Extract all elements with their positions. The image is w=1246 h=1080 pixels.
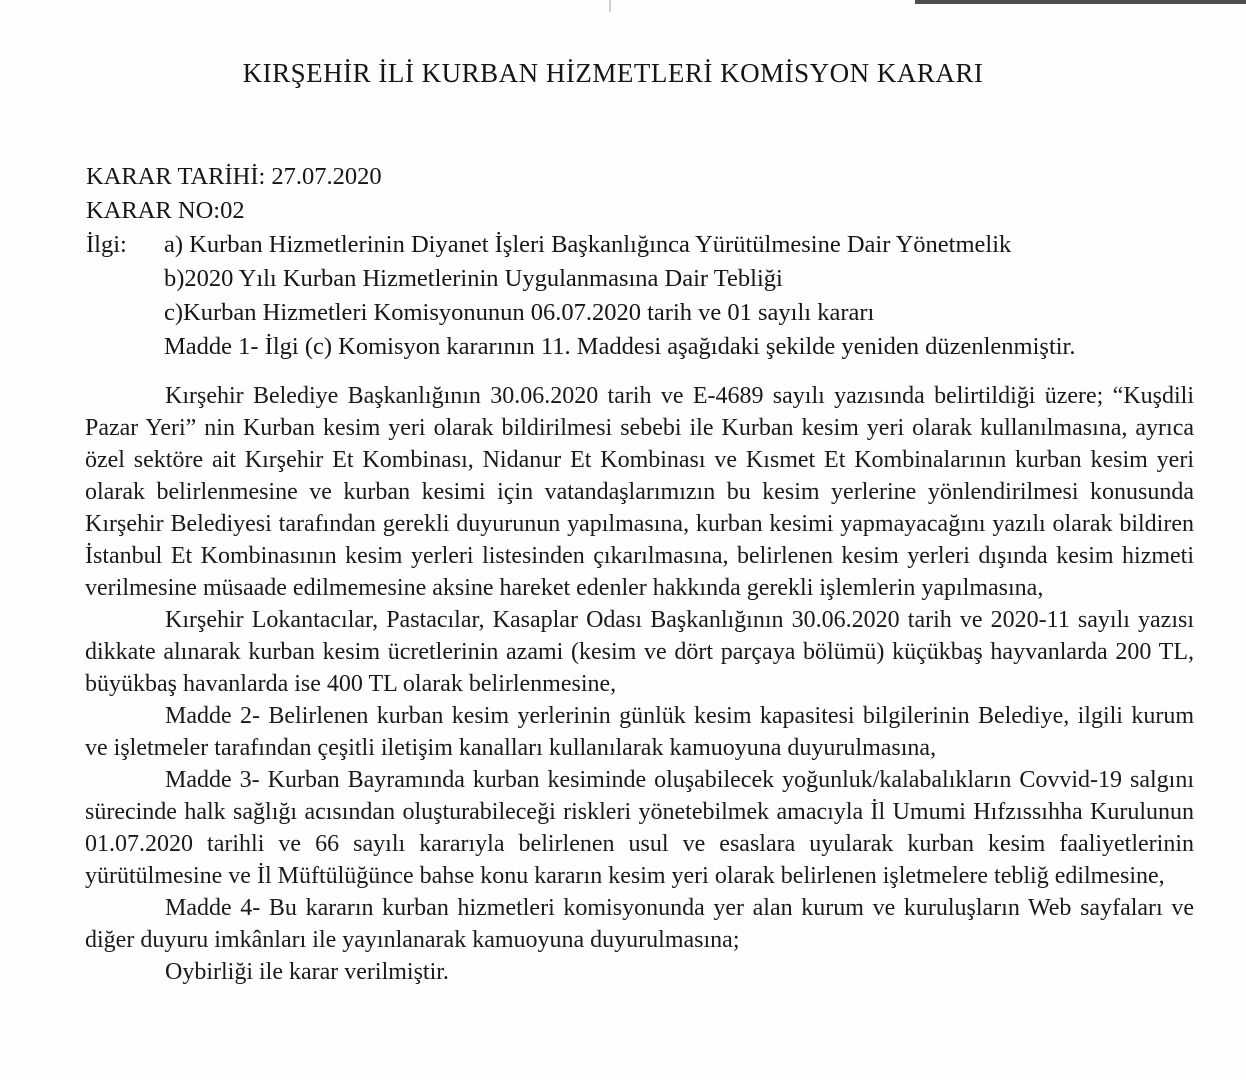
decision-date-line: KARAR TARİHİ: 27.07.2020	[86, 163, 382, 190]
body-paragraph-unanimity: Oybirliği ile karar verilmiştir.	[165, 959, 449, 985]
body-paragraph-article-3: Madde 3- Kurban Bayramında kurban kesiminde oluşabilecek yoğunluk/kalabalıkların Covvid-19 salgını sürecinde halk sağlığı acısından oluşturabileceği riskleri yönetebilmek amacıyla İl Umumi Hıfzıssıhha Kurulunun 01.07.2020 tarihli ve 66 sayılı kararıyla belirlenen usul ve esaslara uyularak kurban kesim faaliyetlerinin yürütülmesine ve İl Müftülüğünce bahse konu kararın kesim yeri olarak belirlenen işletmelere tebliğ edilmesine,	[85, 767, 1194, 889]
scan-artifact-top-center	[609, 0, 611, 12]
reference-row-a	[86, 228, 1194, 262]
body-paragraph-article-4: Madde 4- Bu kararın kurban hizmetleri komisyonunda yer alan kurum ve kuruluşların Web sayfaları ve diğer duyuru imkânları ile yayınlanarak kamuoyuna duyurulmasına;	[85, 895, 1194, 953]
reference-row-b	[86, 262, 1194, 296]
body-paragraph-article-2: Madde 2- Belirlenen kurban kesim yerlerinin günlük kesim kapasitesi bilgilerinin Belediye, ilgili kurum ve işletmeler tarafından çeşitli iletişim kanalları kullanılarak kamuoyuna duyurulmasına,	[85, 703, 1194, 761]
reference-item-c: c)Kurban Hizmetleri Komisyonunun 06.07.2020 tarih ve 01 sayılı kararı	[164, 299, 875, 326]
reference-item-b: b)2020 Yılı Kurban Hizmetlerinin Uygulanmasına Dair Tebliği	[164, 265, 783, 292]
document-title: KIRŞEHİR İLİ KURBAN HİZMETLERİ KOMİSYON KARARI	[242, 58, 984, 88]
body-paragraph-decision-1: Kırşehir Belediye Başkanlığının 30.06.2020 tarih ve E-4689 sayılı yazısında belirtildiği üzere; “Kuşdili Pazar Yeri” nin Kurban kesim yeri olarak bildirilmesi sebebi ile Kurban kesim yeri olarak kullanılmasına, ayrıca özel sektöre ait Kırşehir Et Kombinası, Nidanur Et Kombinası ve Kısmet Et Kombinalarının kurban kesim yeri olarak belirlenmesine ve kurban kesimi için vatandaşlarımızın bu kesim yerlerine yönlendirilmesi konusunda Kırşehir Belediyesi tarafından gerekli duyurunun yapılmasına, kurban kesimi yapmayacağını yazılı olarak bildiren İstanbul Et Kombinasının kesim yerleri listesinden çıkarılmasına, belirlenen kesim yerleri dışında kesim hizmeti verilmesine müsaade edilmemesine aksine hareket edenler hakkında gerekli işlemlerin yapılmasına,	[85, 383, 1194, 601]
scan-artifact-top-right	[915, 0, 1246, 4]
header-block	[86, 160, 1194, 364]
reference-label: İlgi:	[86, 231, 127, 258]
reference-row-c	[86, 296, 1194, 330]
article-1-line: Madde 1- İlgi (c) Komisyon kararının 11. Maddesi aşağıdaki şekilde yeniden düzenlenmiştir.	[164, 333, 1076, 360]
decision-number-line: KARAR NO:02	[86, 197, 245, 224]
body-paragraph-fees: Kırşehir Lokantacılar, Pastacılar, Kasaplar Odası Başkanlığının 30.06.2020 tarih ve 2020-11 sayılı yazısı dikkate alınarak kurban kesim ücretlerinin azami (kesim ve dört parçaya bölümü) küçükbaş hayvanlarda 200 TL, büyükbaş havanlarda ise 400 TL olarak belirlenmesine,	[85, 607, 1194, 697]
reference-item-a: a) Kurban Hizmetlerinin Diyanet İşleri Başkanlığınca Yürütülmesine Dair Yönetmelik	[164, 231, 1012, 258]
article-1-row	[86, 330, 1194, 364]
decision-body	[85, 380, 1194, 988]
